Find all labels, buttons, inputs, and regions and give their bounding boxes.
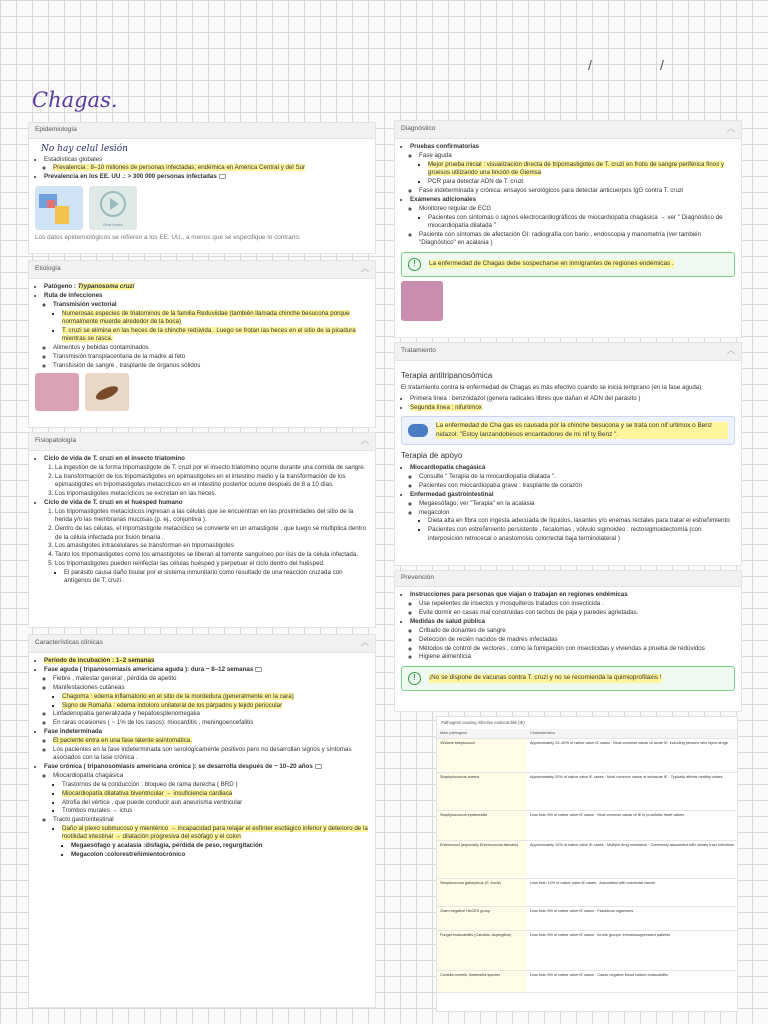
card-header[interactable]: [29, 433, 375, 451]
step: [55, 560, 369, 586]
item-text: Segunda línea : nifurtimox: [410, 403, 482, 411]
characteristics-cell: Approximately 10% of native valve IE cases · Multiple drug resistance · Commonly associated with urinary tract infections: [527, 840, 737, 878]
item-text: Fase aguda ( tripanosomiasis americana aguda ): dura ~ 8–12 semanas: [44, 666, 254, 674]
item-text: Pruebas confirmatorias: [410, 143, 480, 151]
paragraph: El tratamiento contra la enfermedad de Chagas es más efectivo cuando se inicia temprano (en la fase aguda).: [401, 383, 703, 391]
step: 2. Dentro de las células, el tripomastigote metacíclico se convierte en un amastigote , que luego se multiplica dentro de la célula infectada por fisión binaria .: [55, 525, 369, 542]
item-text: Los pacientes en la fase indeterminada son serológicamente positivos pero no desarrollan signos y síntomas asociados con la fase crónica .: [53, 745, 352, 762]
page-title: Chagas.: [32, 88, 118, 112]
item-text: megacolon: [419, 508, 450, 516]
list-item: [53, 362, 369, 370]
list-item: ◦ Consulte " Terapia de la miocardiopatía dilatada ".: [419, 473, 735, 481]
table-row: [437, 840, 737, 878]
tratamiento-card: [394, 342, 742, 566]
list-item: [410, 196, 735, 248]
item-text: Período de incubación : 1–2 semanas: [44, 657, 155, 665]
list-item: ▪ El parásito causa daño tisular por el sistema inmunitario como resultado de una reacción cruzada con antígenos de T. cruzi .: [64, 569, 369, 586]
item-text: Prevalencia en los EE. UU .: > 300 000 personas infectadas: [44, 173, 217, 181]
alert-text: ¡No se dispone de vacunas contra T. cruzi y no se recomienda la quimioprofilaxis !: [429, 673, 662, 681]
step: 1. Los tripomastigotes metacíclicos ingresan a las células que se encuentran en las proximidades del sitio de la herida y/o las membranas mucosas (p. ej., conjuntiva ).: [55, 508, 369, 525]
pathogen-cell: Staphylococcus epidermidis: [437, 810, 527, 840]
list-item: [53, 772, 369, 816]
list-item: [410, 395, 735, 403]
list-item: [53, 164, 369, 172]
reference-icon[interactable]: [255, 667, 262, 672]
section-title: Fisiopatología: [35, 436, 77, 444]
list-item: [62, 825, 369, 859]
list-item: ◦ Linfadenopatía generalizada y hepatoesplenomegalia: [53, 710, 369, 718]
table-row: [437, 970, 737, 992]
list-item: [53, 816, 369, 859]
list-item: ◦ Detección de recién nacidos de madres infectadas: [419, 636, 735, 644]
list-item: [410, 464, 735, 490]
list-item: [62, 702, 369, 710]
item-text: Transmisión vectorial: [53, 301, 117, 309]
card-header[interactable]: [395, 343, 741, 361]
list-item: [62, 327, 369, 344]
card-header[interactable]: [395, 121, 741, 139]
item-text: Fase aguda: [419, 152, 452, 160]
list-item: ◦ Megaesófago: ver "Terapia" en la acalasia: [419, 500, 735, 508]
list-item: ◦ En raras ocasiones ( ~ 1% de los casos): miocarditis , meningoencefalitis: [53, 719, 369, 727]
list-item: [44, 455, 369, 498]
list-item: ◦ Use repelentes de insectos y mosquiteros tratados con insecticida .: [419, 600, 735, 608]
list-item: [44, 666, 369, 728]
play-icon: [89, 186, 137, 220]
item-text: Ciclo de vida de T. cruzi en el insecto triatomino: [44, 455, 185, 463]
step-text: Los tripomastigotes pueden reinfectar las células huésped y perpetuar el ciclo dentro del huésped.: [55, 560, 325, 568]
list-item: [410, 618, 735, 662]
list-item: ◦ Evite dormir en casas mal construidas con techos de paja y paredes agrietadas.: [419, 609, 735, 617]
list-item: [53, 684, 369, 710]
list-item: [53, 344, 369, 352]
item-text: Exámenes adicionales: [410, 195, 477, 203]
pen-mark: /: [588, 57, 592, 73]
blood-smear-image[interactable]: [35, 373, 79, 411]
pathogen-cell: Staphylococcus aureus: [437, 772, 527, 810]
list-item: [71, 842, 369, 850]
list-item: ▪ Pacientes con síntomas o signos electrocardiográficos de miocardiopatía chagásica → ver " Diagnóstico de miocardiopatía dilatada ": [428, 214, 735, 231]
list-item: [428, 161, 735, 178]
item-text: Instrucciones para personas que viajan o trabajan en regiones endémicas: [410, 591, 628, 599]
item-text: PCR para detectar ADN de T. cruzi: [428, 178, 524, 186]
list-item: ◦ Cribado de donantes de sangre: [419, 627, 735, 635]
characteristics-cell: Less than 5% of native valve IE cases · Cause negative blood culture endocarditis: [527, 970, 737, 992]
characteristics-cell: Less than 5% of native valve IE cases · At-risk groups: immunosuppressed patients: [527, 930, 737, 970]
list-item: ▪ Pacientes con estreñimiento persistente , fecalomas , vólvulo sigmoideo : rectosigmoidectomía (con interposición retrocecal o anastomosis colorrectal baja terminolateral ): [428, 526, 735, 543]
list-item: [71, 851, 369, 859]
brain-icon: [408, 424, 428, 437]
chevron-up-icon[interactable]: ︿: [361, 264, 369, 273]
bug-icon: [85, 373, 129, 411]
item-text: Mejor prueba inicial : visualización directa de tripomastigotes de T. cruzi en frotis de sangre periférica finos y gruesos utilizando una tinción de Giemsa: [428, 161, 724, 177]
list-item: [419, 509, 735, 543]
table-caption: Pathogens causing infective endocarditis (IE): [441, 720, 525, 725]
characteristics-cell: Less than 5% of native valve IE cases · Most common cause of IE in prosthetic heart valves: [527, 810, 737, 840]
list-item: [419, 152, 735, 186]
table-row: [437, 810, 737, 840]
list-item: ◦ Paciente con síntomas de afectación GI: radiografía con bario , endoscopia y manometría (ver también "Diagnóstico" en acalasia ): [419, 231, 735, 248]
section-title: Características clínicas: [35, 638, 103, 646]
card-header[interactable]: [395, 571, 741, 587]
table-row: [437, 878, 737, 906]
list-item: ▪ Trastornos de la conducción : bloqueo de rama derecha ( BRD ): [62, 781, 369, 789]
epidemiologia-card: [28, 122, 376, 254]
list-item: [44, 292, 369, 370]
fisiopatologia-card: [28, 432, 376, 628]
step: 1. La ingestión de la forma tripomastigote de T. cruzi por el insecto triatomino ocurre durante una comida de sangre.: [55, 464, 369, 472]
list-item: ▪ Dieta alta en fibra con ingesta adecuada de líquidos, laxantes y/o enemas rectales para tratar el estreñimiento: [428, 517, 735, 525]
item-text: Miocardiopatía dilatativa biventricular → insuficiencia cardiaca: [62, 789, 233, 797]
item-text: Transfusión de sangre , trasplante de órganos sólidos: [53, 362, 201, 370]
blood-smear-image[interactable]: [401, 281, 443, 321]
list-item: [53, 353, 369, 361]
item-text: Ciclo de vida de T. cruzi en el huésped humano: [44, 499, 183, 507]
item-text: Alimentos y bebidas contaminados: [53, 344, 149, 352]
list-item: ◦ Pacientes con miocardiopatía grave : trasplante de corazón: [419, 482, 735, 490]
item-text: Medidas de salud pública: [410, 617, 485, 625]
diagnostico-card: [394, 120, 742, 338]
prevencion-card: [394, 570, 742, 712]
clinicas-card: [28, 634, 376, 1008]
item-text: Signo de Romaña : edema indoloro unilateral de los párpados y tejido periocular: [62, 701, 283, 709]
mnemonic-text: La enfermedad de Cha gas es causada por la chinche besucona y se trata con nif urtimox o Benz nidazol: "Estoy lanzandobesos encantadores de mi nif ty Benz ".: [436, 422, 728, 439]
list-item: [419, 205, 735, 231]
table-row: [437, 772, 737, 810]
characteristics-cell: Less than 5% of native valve IE cases · Fastidious organisms: [527, 906, 737, 930]
item-text: El paciente entra en una fase latente asintomática.: [53, 737, 192, 745]
subsection-title: Terapia antitripanosómica: [401, 370, 493, 380]
footnote: Los datos epidemiológicos se refieren a los EE. UU., a menos que se especifique lo contrario.: [35, 233, 301, 241]
list-item: [410, 591, 735, 617]
pathogen-table: [437, 729, 737, 993]
pathogen-name: Trypanosoma cruzi: [77, 283, 135, 291]
section-title: Epidemiología: [35, 126, 77, 133]
pathogen-table-card: [436, 716, 738, 1012]
item-text: Estadísticas globales: [44, 155, 103, 163]
card-header[interactable]: [29, 261, 375, 279]
alert-box: [401, 666, 735, 691]
map-thumbnail[interactable]: [35, 186, 83, 230]
item-text: Tracto gastrointestinal: [53, 816, 114, 824]
handwritten-note: No hay celul lesión: [41, 143, 128, 154]
list-item: [44, 156, 369, 173]
characteristics-cell: Approximately 20–40% of native valve IE cases · Most common cause of acute IE, including persons who inject drugs: [527, 738, 737, 772]
subsection-title: Terapia de apoyo: [401, 451, 463, 461]
step: 3. Los amastigotes intracelulares se transforman en tripomastigotes: [55, 542, 369, 550]
mnemonic-box: [401, 416, 735, 445]
thumbnail-label: Read Nodes: [103, 222, 123, 227]
reference-icon[interactable]: [315, 764, 322, 769]
column-header: Characteristics: [527, 729, 737, 739]
alert-box: [401, 252, 735, 277]
chevron-up-icon[interactable]: ︿: [361, 638, 369, 647]
pathogen-cell: Fungal endocarditis (Candida, Aspergillus): [437, 930, 527, 970]
characteristics-cell: Approximately 20% of native valve IE cases · Most common cause of subacute IE · Typically affects healthy valves: [527, 772, 737, 810]
list-item: ◦ Métodos de control de vectores , como la fumigación con insecticidas y viviendas a prueba de redúvidos: [419, 645, 735, 653]
list-item: [62, 693, 369, 701]
pen-mark: /: [660, 57, 664, 73]
chevron-up-icon[interactable]: ︿: [727, 346, 735, 355]
column-header: Main pathogens: [437, 729, 527, 739]
section-title: Diagnóstico: [401, 124, 436, 132]
table-row: [437, 930, 737, 970]
item-text: Megaesófago y acalasia :disfagia, pérdida de peso, regurgitación: [71, 842, 263, 850]
item-text: T. cruzi se elimina en las heces de la chinche redúvida . Luego se frotan las heces en el sitio de la picadura mientras se rasca.: [62, 327, 356, 343]
card-header[interactable]: [29, 635, 375, 653]
label: Patógeno :: [44, 283, 76, 291]
item-text: Miocardiopatía chagásica: [53, 771, 124, 779]
item-text: Daño al plexo submucoso y mientérico → incapacidad para relajar el esfínter esofágico inferior y deterioro de la motilidad intestinal → dilatación progresiva del esófago y el colon: [62, 825, 368, 841]
list-item: [62, 310, 369, 327]
characteristics-cell: Less than 10% of native valve IE cases · Associated with colorectal cancer: [527, 878, 737, 906]
video-thumbnail[interactable]: [89, 186, 137, 230]
list-item: [44, 763, 369, 859]
pathogen-cell: Coxiella burnetii, Bartonella species: [437, 970, 527, 992]
step: 4. Tanto los tripomastigotes como los amastigotes se liberan al torrente sanguíneo por lisis de la célula infectada.: [55, 551, 369, 559]
item-text: Primera línea : benznidazol (genera radicales libres que dañan el ADN del parásito ): [410, 394, 641, 402]
step: 3. Los tripomastigotes metacíclicos se excretan en las heces.: [55, 490, 369, 498]
list-item: [44, 173, 369, 181]
item-text: Monitoreo regular de ECG: [419, 204, 492, 212]
table-row: [437, 738, 737, 772]
item-text: Megacolon :colorestreñimientocrónico: [71, 851, 186, 859]
list-item: ◦ Fase indeterminada y crónica: ensayos serológicos para detectar anticuerpos IgG contra T. cruzi: [419, 187, 735, 195]
alert-icon: !: [408, 672, 421, 685]
card-header[interactable]: [29, 123, 375, 139]
reference-icon[interactable]: [219, 174, 226, 179]
map-icon: [35, 186, 83, 230]
section-title: Prevención: [401, 574, 434, 581]
item-text: Ruta de infecciones: [44, 292, 103, 300]
list-item: [44, 499, 369, 586]
list-item: [53, 301, 369, 344]
item-text: Prevalencia : 8–10 millones de personas infectadas; endémica en América Central y del Sur: [53, 164, 306, 172]
list-item: [410, 404, 735, 412]
item-text: Manifestaciones cutáneas: [53, 683, 125, 691]
list-item: [410, 491, 735, 543]
etiologia-card: [28, 260, 376, 428]
list-item: ▪ Trombos murales → ictus: [62, 807, 369, 815]
chevron-up-icon[interactable]: ︿: [727, 124, 735, 133]
item-text: Chagoma : edema inflamatorio en el sitio de la mordedura (generalmente en la cara): [62, 692, 294, 700]
table-row: [437, 906, 737, 930]
pathogen-cell: Enterococci (especially Enterococcus faecalis): [437, 840, 527, 878]
list-item: [428, 178, 735, 186]
item-text: Numerosas especies de triatominos de la familia Reduviidae (también llamada chinche besucona porque normalmente muerde alrededor de la boca): [62, 309, 350, 326]
list-item: [53, 737, 369, 745]
item-text: Miocardiopatía chagásica: [410, 464, 486, 472]
list-item: ◦ Fiebre , malestar general , pérdida de apetito: [53, 675, 369, 683]
item-text: Fase crónica ( tripanosomiasis americana crónica ): se desarrolla después de ~ 10–20 años: [44, 763, 313, 771]
pathogen-cell: Streptococcus gallolyticus (S. bovis): [437, 878, 527, 906]
section-title: Tratamiento: [401, 346, 436, 354]
alert-text: La enfermedad de Chagas debe sospecharse en inmigrantes de regiones endémicas .: [429, 259, 674, 267]
list-item: [44, 283, 369, 291]
item-text: Transmisión transplacentaria de la madre al feto: [53, 353, 186, 361]
list-item: [62, 790, 369, 798]
pathogen-cell: Viridans streptococci: [437, 738, 527, 772]
alert-icon: !: [408, 258, 421, 271]
section-title: Etiología: [35, 264, 61, 272]
list-item: [53, 746, 369, 763]
item-text: Fase indeterminada: [44, 728, 103, 736]
list-item: [44, 657, 369, 665]
bug-image[interactable]: [85, 373, 129, 411]
list-item: ▪ Atrofia del vértice , que puede conducir aun aneurisma ventricular: [62, 799, 369, 807]
pathogen-cell: Gram-negative HACEK group: [437, 906, 527, 930]
list-item: ◦ Higiene alimenticia: [419, 653, 735, 661]
list-item: [410, 143, 735, 195]
item-text: Enfermedad gastrointestinal: [410, 490, 494, 498]
chevron-up-icon[interactable]: ︿: [361, 436, 369, 445]
step: 2. La transformación de los tripomastigotes en epimastigotes en el intestino medio y la transformación de los epimastigotes en tripomastigotes metacíclicos en el intestino posterior ocurre después de 8 a 10 días.: [55, 473, 369, 490]
list-item: [44, 728, 369, 762]
